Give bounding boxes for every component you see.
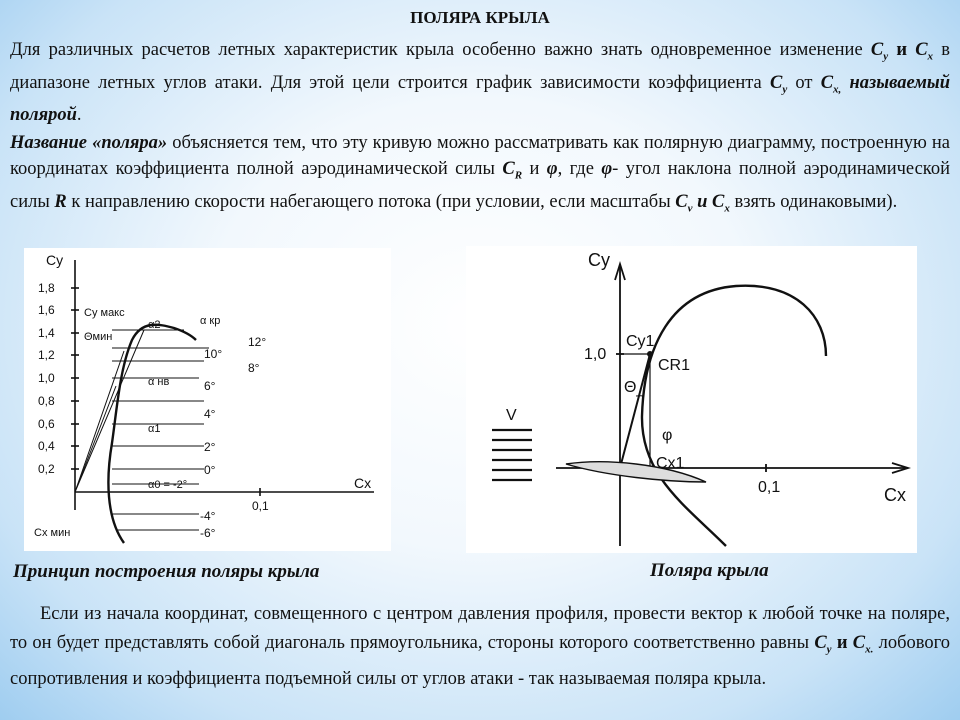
wing-polar-diagram xyxy=(466,246,917,553)
velocity-arrows xyxy=(492,430,532,480)
cy-axis-label: Cy xyxy=(588,250,610,270)
caption-polar-construction: Принцип построения поляры крыла xyxy=(13,561,320,582)
angle-label: 10° xyxy=(204,347,223,361)
angle-label: 6° xyxy=(204,379,216,393)
cr1-vector xyxy=(620,354,650,468)
y-tick-label: 0,2 xyxy=(38,462,55,476)
airfoil-profile xyxy=(566,462,706,482)
y-tick-label: 1,6 xyxy=(38,303,55,317)
construction-lines xyxy=(75,330,209,530)
alpha-nv-label: α нв xyxy=(148,376,170,388)
y-tick-label: 0,4 xyxy=(38,439,55,453)
y-tick-label: 1,0 xyxy=(38,371,55,385)
wing-polar-figure xyxy=(466,246,917,553)
angle-label: 8° xyxy=(248,361,260,375)
alpha-kr-label: α кр xyxy=(200,315,221,327)
angle-label: 4° xyxy=(204,407,216,421)
cx1-label: Cx1 xyxy=(656,455,685,472)
cx-min-label: Cx мин xyxy=(34,527,71,539)
conclusion-paragraph: Если из начала координат, совмещенного с центром давления профиля, провести вектор к любой точке на поляре, то он будет представлять собой диагональ прямоугольника, стороны которого соответственно равны $C_y$ и $C_{x.}$ лобового сопротивления и коэффициента подъемной силы от углов атаки - так называемая поляра крыла. xyxy=(10,604,950,689)
y-tick-label: 1,2 xyxy=(38,348,55,362)
cx-axis-label: Cx xyxy=(884,485,906,505)
y-tick-label: 1,4 xyxy=(38,326,55,340)
intro-paragraph: Для различных расчетов летных характеристик крыла особенно важно знать одновременное изменение $C_y$ и $C_x$ в диапазоне летных углов атаки. Для этой цели строится график зависимости коэффициента $C_y$ от $C_{x,}$ называемый полярой. xyxy=(10,40,951,126)
x-tick-label: 0,1 xyxy=(252,499,269,513)
polar-curve xyxy=(642,286,826,546)
cx-axis-label: Cx xyxy=(354,475,372,491)
page-title: ПОЛЯРА КРЫЛА xyxy=(410,8,550,27)
theta-label: Θ xyxy=(624,379,637,396)
polar-construction-figure xyxy=(24,248,391,551)
polar-construction-diagram xyxy=(24,248,391,551)
angle-label: 0° xyxy=(204,463,216,477)
angle-label: 2° xyxy=(204,440,216,454)
y-tick-label: 1,8 xyxy=(38,281,55,295)
cr1-point xyxy=(647,351,653,357)
y-tick-label: 1,0 xyxy=(584,346,607,363)
caption-wing-polar: Поляра крыла xyxy=(650,560,769,581)
phi-label: φ xyxy=(662,427,673,444)
alpha-2-label: α2 xyxy=(148,319,161,331)
alpha-1-label: α1 xyxy=(148,423,161,435)
x-tick-label: 0,1 xyxy=(758,479,781,496)
velocity-label: V xyxy=(506,407,517,424)
polar-name-paragraph: Название «поляра» объясняется тем, что эту кривую можно рассматривать как полярную диаграмму, построенную на координатах коэффициента полной аэродинамической силы $C_R$ и φ, где φ- угол наклона полной аэродинамической силы R к направлению скорости набегающего потока (при условии, если масштабы $C_v$ и $C_x$ взять одинаковыми). xyxy=(10,133,950,215)
y-tick-label: 0,8 xyxy=(38,394,55,408)
y-tick-label: 0,6 xyxy=(38,417,55,431)
y-tick-marks xyxy=(71,288,260,496)
alpha-0-label: α0 = -2° xyxy=(148,479,188,491)
cy1-label: Cy1 xyxy=(626,333,655,350)
theta-min-label: Θмин xyxy=(84,331,113,343)
angle-label: 12° xyxy=(248,335,267,349)
cy-max-label: Cy макс xyxy=(84,307,125,319)
angle-label: -6° xyxy=(200,526,216,540)
angle-label: -4° xyxy=(200,509,216,523)
cr1-label: CR1 xyxy=(658,357,691,374)
cy-axis-label: Cy xyxy=(46,252,64,268)
